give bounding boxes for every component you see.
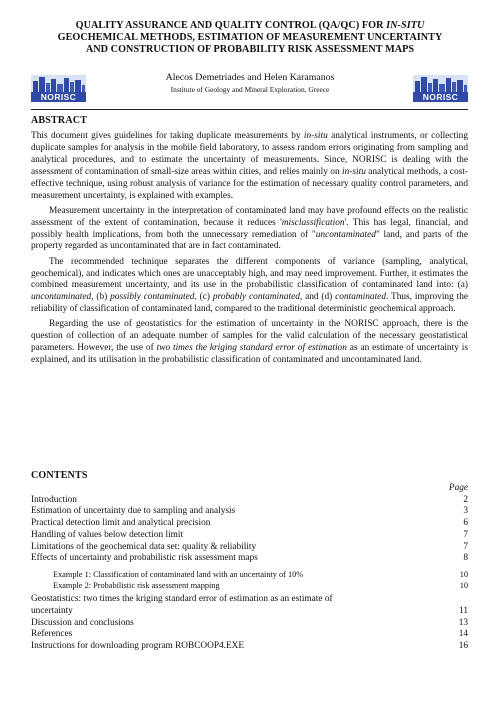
emphasis-text: two times the kriging standard error of estimation: [156, 343, 347, 354]
abstract-paragraph-3: [31, 257, 468, 317]
toc-entry-page: 11: [459, 606, 468, 617]
text-run: . Thus, improving the reliability of classification of contaminated land, compared to the traditional deterministic geochemical approach.: [31, 292, 469, 315]
toc-entry[interactable]: [31, 641, 468, 653]
abstract-body: [31, 131, 468, 370]
abstract-paragraph-4: [31, 319, 468, 367]
text-run: Regarding the use of geostatistics for the estimation of uncertainty in the NORISC approach, there is the question of collection of an adequate number of samples for the valid calculation of the necessary geostatistical parameters. However, the use of: [31, 319, 468, 354]
toc-entry-title: Example 1: Classification of contaminated land with an uncertainty of 10%: [53, 569, 304, 579]
toc-entry-title: Example 2: Probabilistic risk assessment mapping: [53, 581, 220, 591]
toc-entry[interactable]: [31, 629, 468, 641]
norisc-logo-right: [413, 75, 468, 103]
emphasis-text: contaminated: [335, 292, 386, 303]
toc-entry-page: 7: [463, 541, 468, 552]
toc-entry-page: 10: [459, 569, 468, 579]
toc-entry-page: 2: [463, 494, 468, 505]
toc-entry[interactable]: [31, 553, 468, 565]
emphasis-text: uncontaminated: [315, 229, 376, 240]
text-run: , (b): [91, 292, 111, 303]
toc-entry-title: Discussion and conclusions: [31, 617, 134, 628]
toc-entry-title: Limitations of the geochemical data set: quality & reliability: [31, 541, 257, 552]
toc-entry[interactable]: [31, 518, 468, 530]
text-run: , and (d): [299, 292, 336, 303]
emphasis-text: in-situ: [341, 166, 366, 177]
emphasis-text: uncontaminated: [31, 292, 92, 303]
affiliation: Institute of Geology and Mineral Exploration, Greece: [170, 85, 330, 94]
emphasis-text: in-situ: [303, 131, 328, 141]
logo-text: NORISC: [31, 92, 86, 102]
toc-entry-title: Geostatistics: two times the kriging standard error of estimation as an estimate of: [31, 594, 333, 605]
toc-entry-title: Handling of values below detection limit: [31, 529, 184, 540]
toc-entry-page: 8: [463, 553, 468, 564]
authors: Alecos Demetriades and Helen Karamanos: [165, 72, 335, 83]
toc-entry[interactable]: [31, 594, 468, 606]
toc-entry-title: Effects of uncertainty and probabilistic risk assessment maps: [31, 553, 258, 564]
toc-entry[interactable]: [31, 495, 468, 507]
toc-entry[interactable]: [31, 506, 468, 518]
toc-entry-page: 3: [463, 506, 468, 517]
title-line-1: QUALITY ASSURANCE AND QUALITY CONTROL (QA/QC) FOR IN-SITU: [75, 20, 425, 31]
header-divider: [31, 109, 468, 110]
toc-entry[interactable]: [31, 530, 468, 542]
document-title: [30, 20, 470, 57]
text-run: This document gives guidelines for taking duplicate measurements by: [31, 131, 304, 141]
toc-entry[interactable]: [31, 580, 468, 591]
text-run: " land, and parts of the property regarded as uncontaminated that are in fact contaminated.: [31, 229, 468, 252]
emphasis-text: probably contaminated: [212, 292, 300, 303]
toc-page-header: Page: [448, 483, 468, 493]
toc-entry-title: References: [31, 629, 73, 640]
title-line-3: AND CONSTRUCTION OF PROBABILITY RISK ASSESSMENT MAPS: [85, 44, 415, 56]
toc-entry-page: 6: [463, 518, 468, 529]
toc-entry-page: 7: [463, 529, 468, 540]
toc-entry[interactable]: [31, 542, 468, 554]
text-run: analytical instruments, or collecting duplicate samples for analysis in the mobile field laboratory, to assess random errors originating from sampling and analytical procedures, and to estimate the uncertainty of measurements. Since, NORISC is dealing with the assessment of contamination of small-size areas within cities, and relies mainly on: [31, 131, 468, 177]
toc-entry-page: 16: [458, 641, 468, 652]
text-run: , (c): [194, 292, 213, 303]
text-run: '. This has legal, financial, and possibly health implications, from both the unnecessary remediation of ": [31, 217, 469, 240]
toc-entry[interactable]: [31, 569, 468, 580]
abstract-heading: ABSTRACT: [31, 115, 88, 126]
toc-entry-title: Instructions for downloading program ROBCOOP4.EXE: [31, 641, 245, 652]
logo-text: NORISC: [413, 92, 468, 102]
contents-heading: CONTENTS: [31, 470, 88, 481]
text-run: Measurement uncertainty in the interpretation of contaminated land may have profound effects on the realistic assessment of the extent of contamination, because it reduces ': [31, 205, 468, 228]
toc-entry-title: Practical detection limit and analytical precision: [31, 518, 211, 529]
toc-entry-title: uncertainty: [31, 606, 73, 617]
table-of-contents: [31, 483, 468, 653]
toc-group-main: [31, 495, 468, 565]
emphasis-text: possibly contaminated: [110, 292, 195, 303]
norisc-logo-left: [31, 75, 86, 103]
abstract-paragraph-1: [31, 131, 468, 202]
toc-entry-page: 14: [458, 629, 468, 640]
toc-entry-page: 13: [458, 617, 468, 628]
toc-entry-title: Estimation of uncertainty due to sampling and analysis: [31, 506, 236, 517]
abstract-paragraph-2: [31, 206, 468, 254]
city-skyline-icon: [413, 75, 468, 92]
city-skyline-icon: [31, 75, 86, 92]
text-run: The recommended technique separates the different components of variance (sampling, analytical, geochemical), and indicates which ones are unacceptably high, and may need improvement. Further, it estimates the combined measurement uncertainty, and its use in the probabilistic classification of contaminated land into: (a): [31, 256, 468, 291]
toc-entry-title: Introduction: [31, 494, 77, 505]
text-run: analytical methods, a cost-effective technique, using robust analysis of variance for the estimation of necessary quality control parameters, and measurement uncertainty, is explained with examples.: [31, 166, 468, 201]
toc-group-end: [31, 618, 468, 653]
toc-entry[interactable]: [31, 606, 468, 618]
title-line-2: GEOCHEMICAL METHODS, ESTIMATION OF MEASUREMENT UNCERTAINTY: [57, 32, 443, 44]
text-run: as an estimate of uncertainty is explained, and its utilisation in the probabilistic classification of contaminated and uncontaminated land.: [31, 343, 468, 366]
toc-group-examples: [31, 569, 468, 591]
emphasis-text: misclassification: [281, 217, 345, 228]
toc-entry-page: 10: [459, 581, 468, 591]
toc-entry[interactable]: [31, 618, 468, 630]
